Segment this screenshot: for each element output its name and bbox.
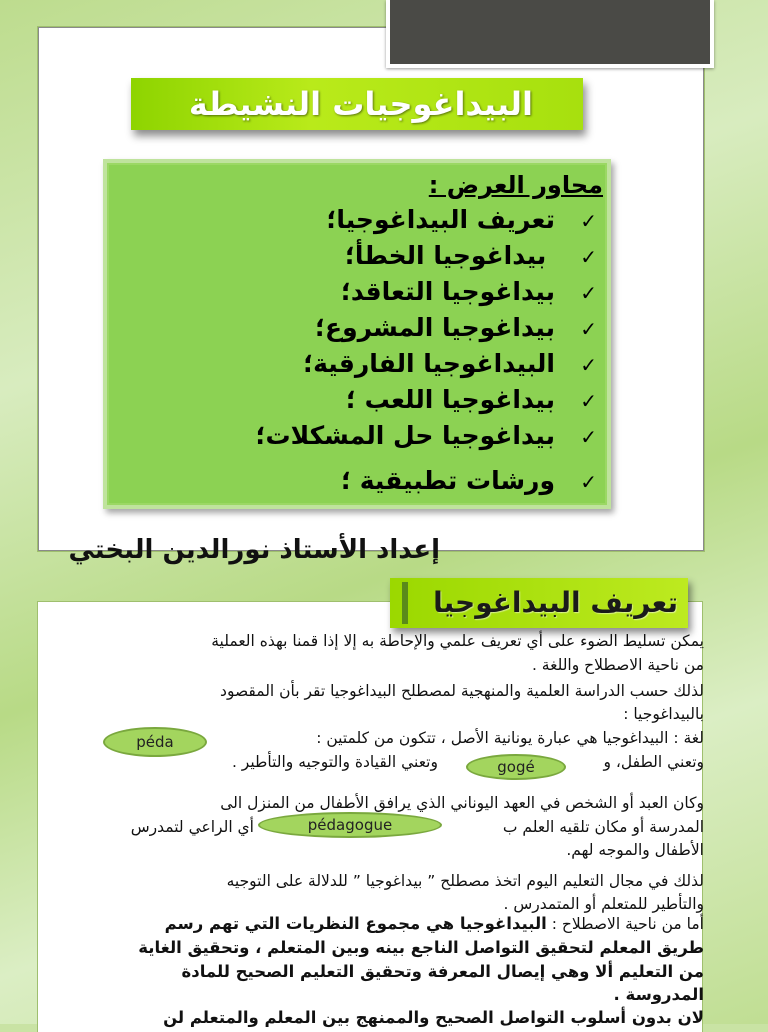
agenda-item xyxy=(346,385,597,414)
agenda-item xyxy=(326,205,597,234)
text-line: لغة : البيداغوجيا هي عبارة يونانية الأصل ، تتكون من كلمتين : xyxy=(316,729,704,747)
agenda-item-label: بيداغوجيا حل المشكلات؛ xyxy=(255,421,555,450)
bold-span: البيداغوجيا هي مجموع النظريات التي تهم رسم xyxy=(164,914,547,933)
text-line: والتأطير للمتعلم أو المتمدرس . xyxy=(503,895,704,913)
text-span: أما من ناحية الاصطلاح : xyxy=(546,915,704,933)
agenda-item xyxy=(315,313,597,342)
text-line: وتعني القيادة والتوجيه والتأطير . xyxy=(231,753,438,771)
text-line: لذلك حسب الدراسة العلمية والمنهجية لمصطلح البيداغوجيا تقر بأن المقصود xyxy=(220,682,704,700)
check-icon: ✓ xyxy=(580,425,597,449)
text-line-bold: لان بدون أسلوب التواصل الصحيح والممنهج بين المعلم والمتعلم لن xyxy=(163,1008,704,1027)
agenda-item-label: بيداغوجيا الخطأ؛ xyxy=(344,241,555,270)
author-credit: إعداد الأستاذ نورالدين البختي xyxy=(68,535,440,565)
text-line: وتعني الطفل، و xyxy=(603,753,704,771)
agenda-item xyxy=(303,349,597,378)
title-accent-bar xyxy=(402,582,408,624)
term-oval-peda: péda xyxy=(103,727,207,757)
check-icon: ✓ xyxy=(580,389,597,413)
agenda-item xyxy=(345,241,597,270)
check-icon: ✓ xyxy=(580,353,597,377)
check-icon: ✓ xyxy=(580,245,597,269)
agenda-item xyxy=(341,466,597,495)
agenda-item-label: تعريف البيداغوجيا؛ xyxy=(326,205,555,234)
text-line-bold: من التعليم ألا وهي إيصال المعرفة وتحقيق التعليم الصحيح للمادة xyxy=(181,962,704,981)
text-line xyxy=(165,913,704,935)
slide-2-title-box xyxy=(390,578,688,628)
agenda-heading: محاور العرض : xyxy=(428,171,603,199)
agenda-item-label: البيداغوجيا الفارقية؛ xyxy=(303,349,555,378)
dark-header-box xyxy=(386,0,714,68)
term-oval-pedagogue: pédagogue xyxy=(258,812,442,838)
text-line: وكان العبد أو الشخص في العهد اليوناني الذي يرافق الأطفال من المنزل الى xyxy=(220,794,704,812)
text-line: من ناحية الاصطلاح واللغة . xyxy=(531,656,704,674)
agenda-box xyxy=(103,159,611,509)
text-line-bold: طريق المعلم لتحقيق التواصل الناجع بينه وبين المتعلم ، وتحقيق الغاية xyxy=(138,938,704,957)
agenda-item xyxy=(341,277,597,306)
agenda-item-label: بيداغوجيا التعاقد؛ xyxy=(340,277,555,306)
slide-1-title: البيداغوجيات النشيطة xyxy=(131,78,583,130)
text-line: أي الراعي لتمدرس xyxy=(130,818,254,836)
term-oval-goge: gogé xyxy=(466,754,566,780)
text-line: الأطفال والموجه لهم. xyxy=(566,841,704,859)
text-line: المدرسة أو مكان تلقيه العلم ب xyxy=(502,818,704,836)
text-line: لذلك في مجال التعليم اليوم اتخذ مصطلح ” بيداغوجيا ” للدلالة على التوجيه xyxy=(226,872,704,890)
agenda-item-label: بيداغوجيا المشروع؛ xyxy=(315,313,555,342)
agenda-item-label: ورشات تطبيقية ؛ xyxy=(341,466,555,495)
agenda-item xyxy=(256,421,598,450)
text-line: بالبيداغوجيا : xyxy=(623,705,704,723)
check-icon: ✓ xyxy=(580,281,597,305)
check-icon: ✓ xyxy=(580,470,597,494)
text-line-bold: المدروسة . xyxy=(613,985,704,1004)
slide-2-title: تعريف البيداغوجيا xyxy=(433,586,678,619)
check-icon: ✓ xyxy=(580,209,597,233)
check-icon: ✓ xyxy=(580,317,597,341)
agenda-item-label: بيداغوجيا اللعب ؛ xyxy=(345,385,555,414)
text-line: يمكن تسليط الضوء على أي تعريف علمي والإحاطة به إلا إذا قمنا بهذه العملية xyxy=(211,632,704,650)
